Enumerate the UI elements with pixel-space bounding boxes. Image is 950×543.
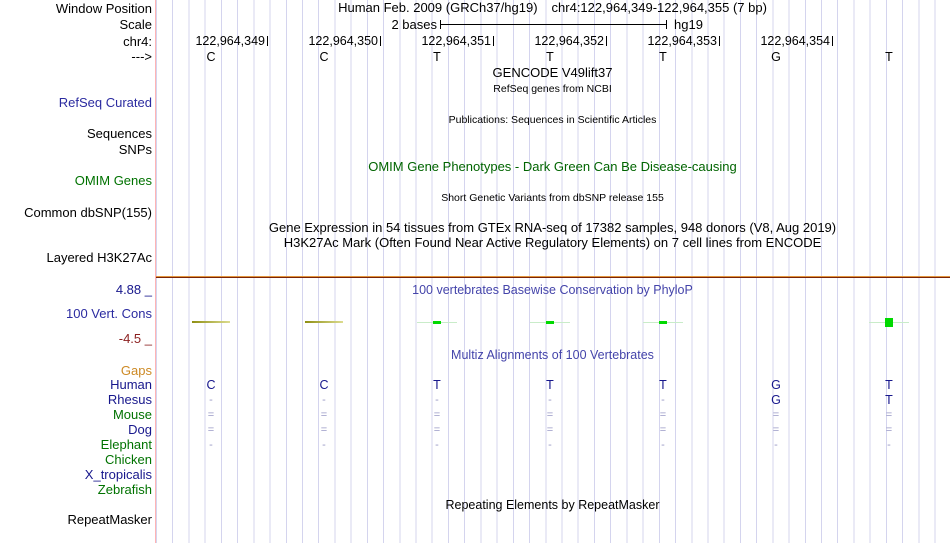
alignment-gap-cell: = <box>546 424 554 436</box>
coordinate-label: 122,964,352 <box>534 34 604 48</box>
sidebar-label-x-tropicalis[interactable]: X_tropicalis <box>84 467 152 482</box>
coordinate-label: 122,964,351 <box>421 34 491 48</box>
sidebar-label-item: ---> <box>131 49 152 64</box>
coordinate-label: 122,964,350 <box>308 34 378 48</box>
alignment-base-cell: C <box>206 378 216 392</box>
sidebar-label-common-dbsnp-155[interactable]: Common dbSNP(155) <box>24 205 152 220</box>
track-title-publications[interactable]: Publications: Sequences in Scientific Articles <box>448 114 657 126</box>
track-title-omim[interactable]: OMIM Gene Phenotypes - Dark Green Can Be Disease-causing <box>368 159 737 174</box>
scale-assembly: hg19 <box>674 17 703 32</box>
sidebar-label-100-vert-cons[interactable]: 100 Vert. Cons <box>66 306 152 321</box>
alignment-base-cell: G <box>771 378 781 392</box>
alignment-gap-cell: = <box>546 409 554 421</box>
ruler-base: G <box>771 50 781 64</box>
alignment-gap-cell: - <box>435 439 439 451</box>
sidebar-label-sequences[interactable]: Sequences <box>86 126 152 141</box>
alignment-gap-cell: = <box>659 424 667 436</box>
sidebar-label-window-position: Window Position <box>55 1 152 16</box>
alignment-gap-cell: - <box>661 439 665 451</box>
alignment-gap-cell: = <box>772 424 780 436</box>
track-display-area[interactable] <box>155 0 950 543</box>
track-title-repeatmasker[interactable]: Repeating Elements by RepeatMasker <box>445 498 660 512</box>
alignment-gap-cell: = <box>320 409 328 421</box>
ruler-base: T <box>433 50 441 64</box>
phylop-negative-bar <box>192 321 230 323</box>
sidebar-label-human[interactable]: Human <box>110 377 152 392</box>
sidebar-label-layered-h3k27ac[interactable]: Layered H3K27Ac <box>46 250 152 265</box>
alignment-gap-cell: - <box>322 394 326 406</box>
track-title-gtex[interactable]: Gene Expression in 54 tissues from GTEx RNA-seq of 17382 samples, 948 donors (V8, Aug 2019) <box>268 220 837 235</box>
position-guide-line <box>155 0 156 543</box>
ruler-base: T <box>885 50 893 64</box>
coordinate-label: 122,964,353 <box>647 34 717 48</box>
scale-value: 2 bases <box>391 17 437 32</box>
sidebar-label-scale: Scale <box>119 17 152 32</box>
alignment-gap-cell: = <box>207 424 215 436</box>
phylop-negative-bar <box>305 321 343 323</box>
ruler-base: T <box>659 50 667 64</box>
window-position-title <box>155 1 950 15</box>
track-title-gencode[interactable]: GENCODE V49lift37 <box>492 65 613 80</box>
alignment-base-cell: T <box>659 378 667 392</box>
phylop-positive-bar <box>659 321 667 324</box>
track-title-refseq-sub[interactable]: RefSeq genes from NCBI <box>493 83 612 95</box>
alignment-gap-cell: = <box>772 409 780 421</box>
alignment-gap-cell: - <box>548 394 552 406</box>
track-title-dbsnp[interactable]: Short Genetic Variants from dbSNP release 155 <box>441 192 664 204</box>
alignment-gap-cell: = <box>433 424 441 436</box>
sidebar-label-elephant[interactable]: Elephant <box>100 437 152 452</box>
sidebar-label-omim-genes[interactable]: OMIM Genes <box>74 173 152 188</box>
sidebar-label-zebrafish[interactable]: Zebrafish <box>97 482 152 497</box>
alignment-base-cell: T <box>885 378 893 392</box>
sidebar-label-rhesus[interactable]: Rhesus <box>107 392 152 407</box>
sidebar-label-chicken[interactable]: Chicken <box>105 452 152 467</box>
sidebar-label-gaps[interactable]: Gaps <box>120 363 152 378</box>
alignment-gap-cell: - <box>548 439 552 451</box>
coordinate-label: 122,964,354 <box>760 34 830 48</box>
alignment-gap-cell: - <box>209 394 213 406</box>
alignment-gap-cell: = <box>885 424 893 436</box>
sidebar-label-dog[interactable]: Dog <box>128 422 152 437</box>
position-range-title: chr4:122,964,349-122,964,355 (7 bp) <box>551 0 767 15</box>
alignment-base-cell: T <box>546 378 554 392</box>
alignment-gap-cell: - <box>887 439 891 451</box>
track-label-sidebar <box>0 0 152 543</box>
conservation-track-border <box>155 276 950 278</box>
coordinate-tick <box>832 36 833 46</box>
sidebar-label-mouse[interactable]: Mouse <box>112 407 152 422</box>
alignment-base-cell: T <box>433 378 441 392</box>
alignment-gap-cell: = <box>433 409 441 421</box>
track-title-phylop[interactable]: 100 vertebrates Basewise Conservation by PhyloP <box>412 283 693 297</box>
alignment-gap-cell: - <box>774 439 778 451</box>
alignment-base-cell: T <box>885 393 893 407</box>
ruler-base: C <box>319 50 329 64</box>
ruler-base: C <box>206 50 216 64</box>
coordinate-label: 122,964,349 <box>195 34 265 48</box>
track-title-multiz[interactable]: Multiz Alignments of 100 Vertebrates <box>451 348 654 362</box>
phylop-positive-bar <box>546 321 554 324</box>
alignment-gap-cell: - <box>435 394 439 406</box>
alignment-gap-cell: - <box>322 439 326 451</box>
scale-ruler <box>440 20 667 29</box>
alignment-gap-cell: = <box>207 409 215 421</box>
sidebar-label-4-88: 4.88 _ <box>115 282 152 297</box>
alignment-base-cell: C <box>319 378 329 392</box>
alignment-gap-cell: = <box>885 409 893 421</box>
alignment-base-cell: G <box>771 393 781 407</box>
alignment-gap-cell: - <box>661 394 665 406</box>
assembly-title: Human Feb. 2009 (GRCh37/hg19) <box>338 0 538 15</box>
sidebar-label-repeatmasker[interactable]: RepeatMasker <box>67 512 152 527</box>
ruler-base: T <box>546 50 554 64</box>
alignment-gap-cell: = <box>320 424 328 436</box>
sidebar-label-refseq-curated[interactable]: RefSeq Curated <box>58 95 152 110</box>
sidebar-label-4-5: -4.5 _ <box>118 331 152 346</box>
phylop-positive-bar <box>885 318 893 327</box>
sidebar-label-chr4: chr4: <box>123 34 152 49</box>
phylop-positive-bar <box>433 321 441 324</box>
sidebar-label-snps[interactable]: SNPs <box>118 142 152 157</box>
alignment-gap-cell: - <box>209 439 213 451</box>
track-title-h3k27ac[interactable]: H3K27Ac Mark (Often Found Near Active Regulatory Elements) on 7 cell lines from ENCODE <box>283 235 822 250</box>
alignment-gap-cell: = <box>659 409 667 421</box>
